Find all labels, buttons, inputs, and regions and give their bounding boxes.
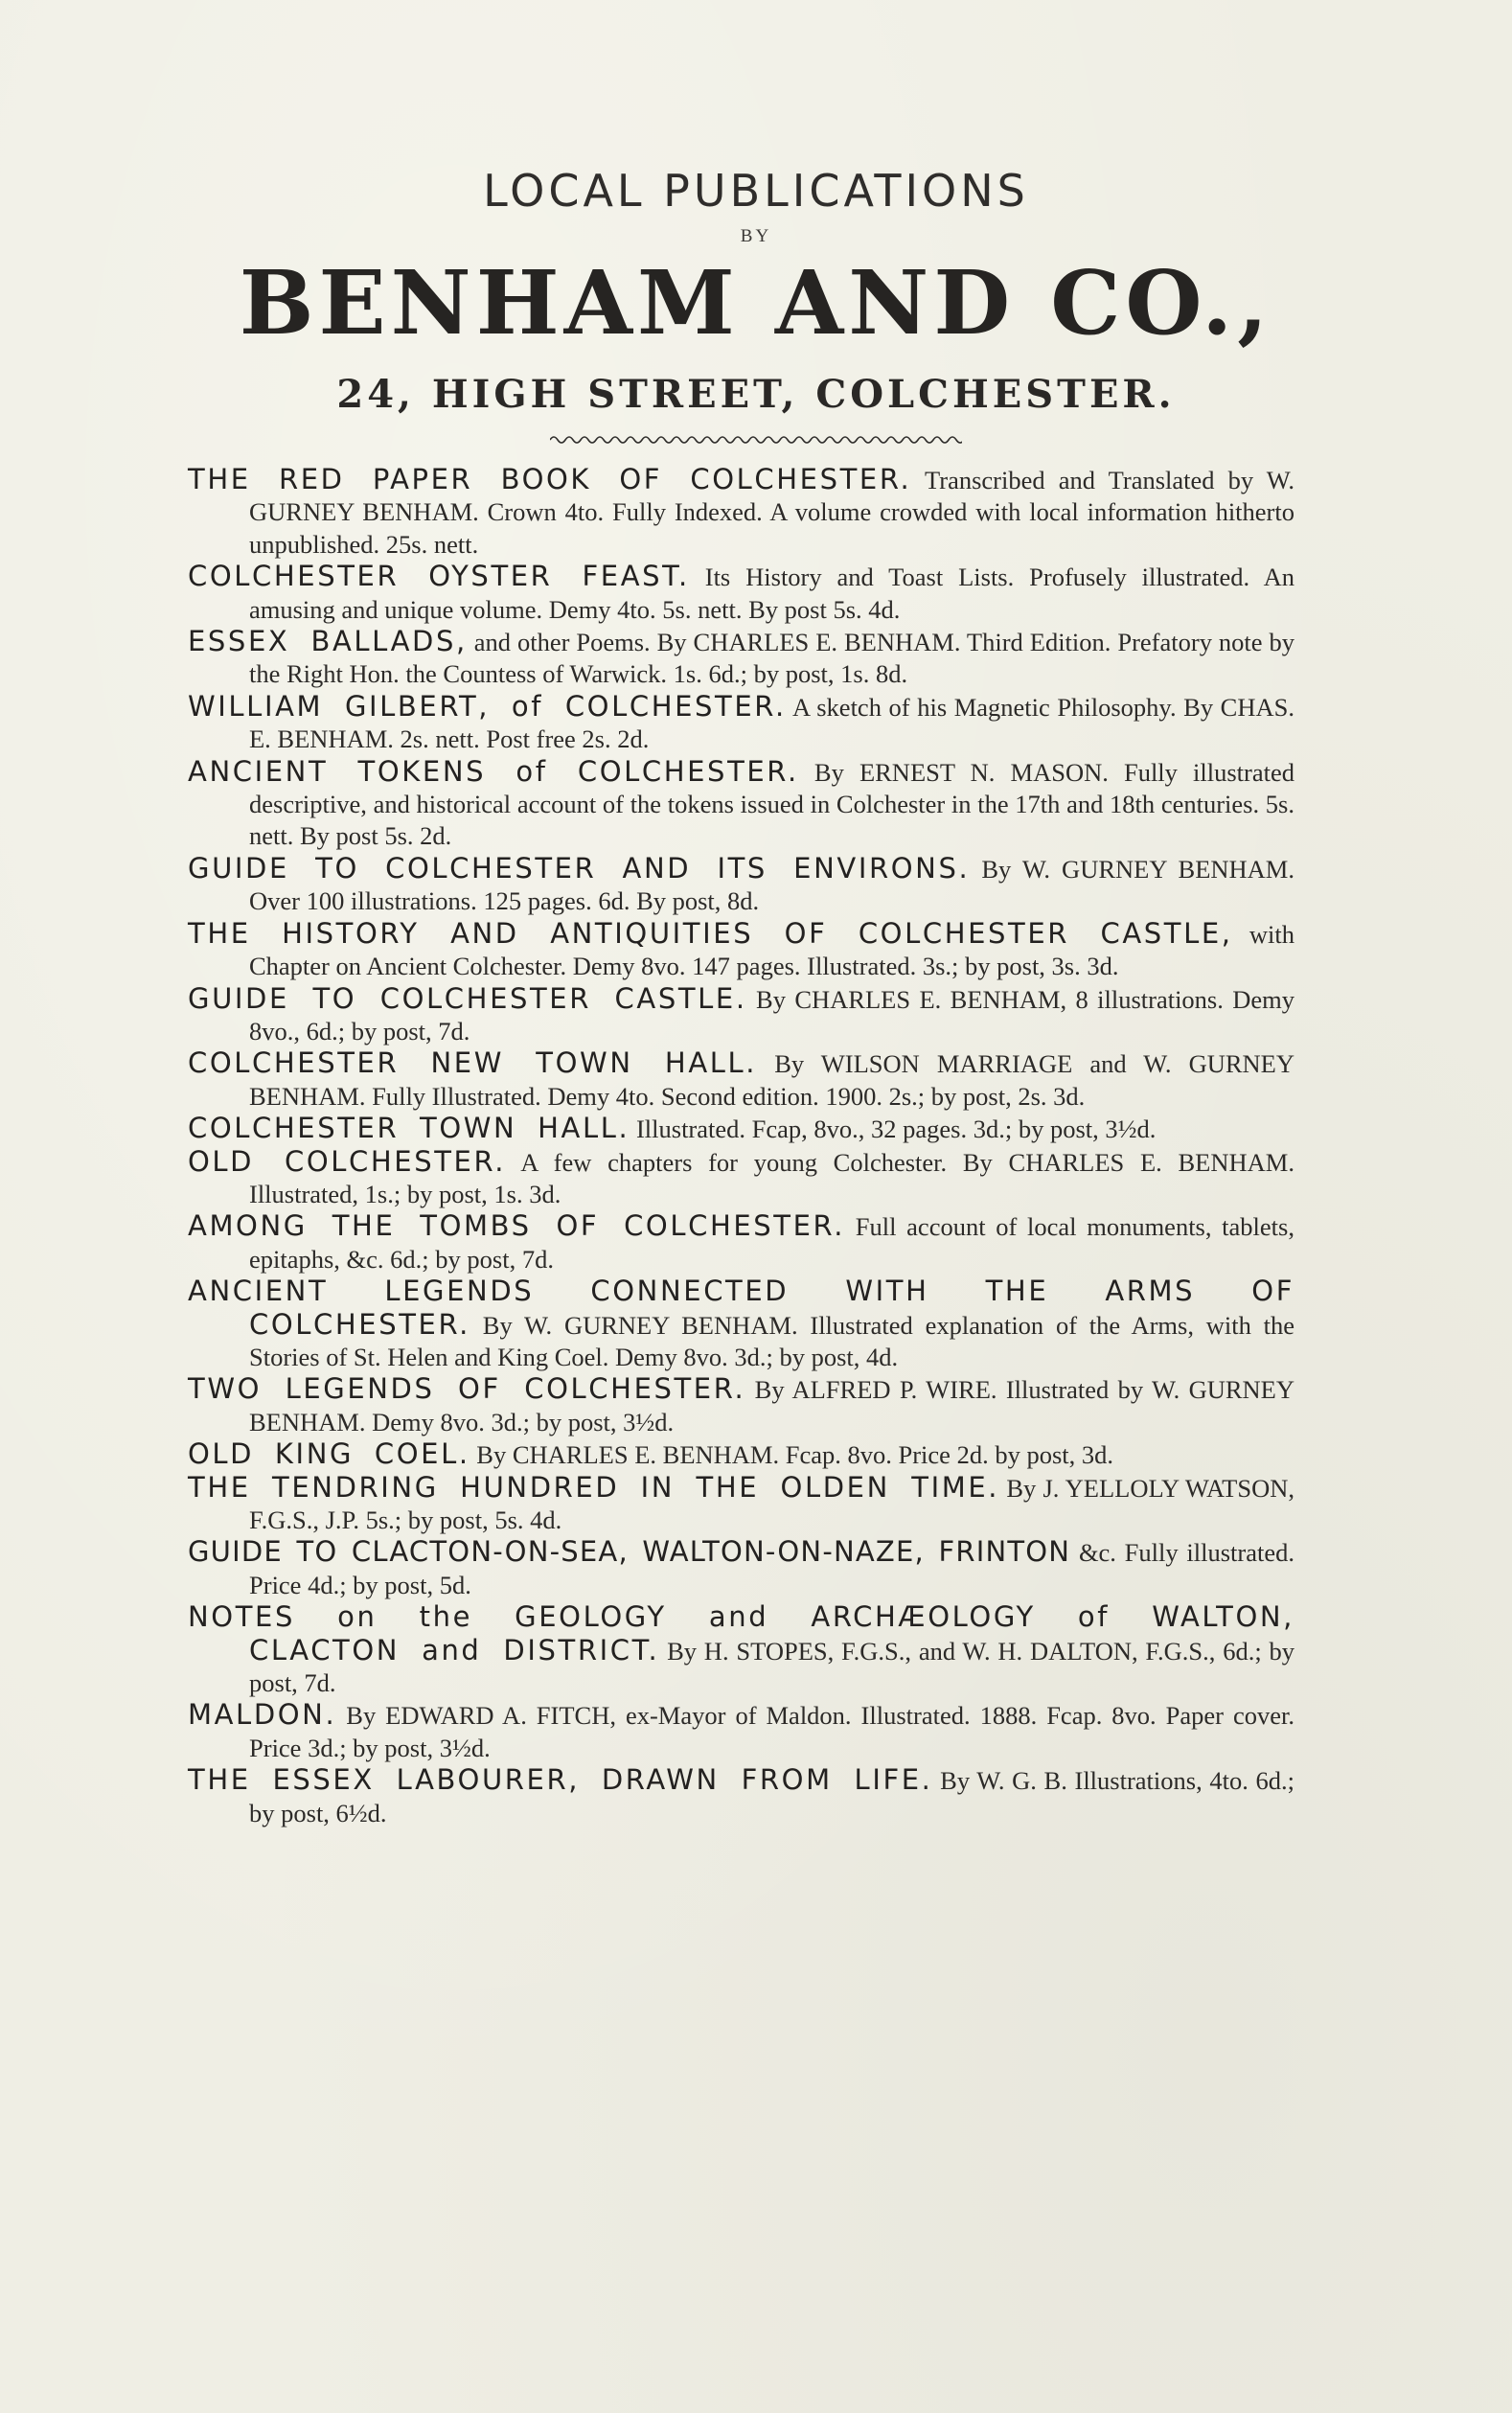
- publication-title: OLD COLCHESTER.: [188, 1144, 507, 1178]
- publication-details: with Chapter on Ancient Colchester. Demy 8vo. 147 pages. Illustrated. 3s.; by post, 3s. 3d.: [249, 919, 1294, 981]
- publication-entry: [188, 853, 1294, 918]
- publication-entry: [188, 1047, 1294, 1113]
- publication-details: A few chapters for young Colchester. By CHARLES E. BENHAM. Illustrated, 1s.; by post, 1s. 3d.: [249, 1147, 1294, 1208]
- publication-title: GUIDE TO CLACTON-ON-SEA, WALTON-ON-NAZE, FRINTON: [188, 1535, 1071, 1569]
- publication-entry: [188, 1601, 1294, 1699]
- publication-title: COLCHESTER OYSTER FEAST.: [188, 560, 690, 593]
- publication-title: MALDON.: [188, 1698, 337, 1732]
- publication-details: By H. STOPES, F.G.S., and W. H. DALTON, F.G.S., 6d.; by post, 7d.: [249, 1636, 1294, 1698]
- publication-title: GUIDE TO COLCHESTER CASTLE.: [188, 981, 747, 1015]
- publication-details: By ERNEST N. MASON. Fully illustrated descriptive, and historical account of the tokens issued in Colchester in the 17th and 18th centuries. 5s. nett. By post 5s. 2d.: [249, 757, 1294, 851]
- publication-details: Full account of local monuments, tablets, epitaphs, &c. 6d.; by post, 7d.: [249, 1212, 1294, 1274]
- publication-list: [188, 464, 1294, 1829]
- publication-details: Its History and Toast Lists. Profusely illustrated. An amusing and unique volume. Demy 4to. 5s. nett. By post 5s. 4d.: [249, 563, 1294, 624]
- publication-title: COLCHESTER TOWN HALL.: [188, 1112, 630, 1145]
- publication-entry: [188, 983, 1294, 1048]
- publication-details: By W. GURNEY BENHAM. Over 100 illustrations. 125 pages. 6d. By post, 8d.: [249, 854, 1294, 916]
- publication-title: THE TENDRING HUNDRED IN THE OLDEN TIME.: [188, 1470, 1000, 1504]
- publication-details: By W. G. B. Illustrations, 4to. 6d.; by post, 6½d.: [249, 1766, 1294, 1827]
- publication-details: By CHARLES E. BENHAM, 8 illustrations. Demy 8vo., 6d.; by post, 7d.: [249, 984, 1294, 1046]
- publication-details: By ALFRED P. WIRE. Illustrated by W. GURNEY BENHAM. Demy 8vo. 3d.; by post, 3½d.: [249, 1375, 1295, 1436]
- publication-entry: [188, 464, 1294, 561]
- publication-title: THE HISTORY AND ANTIQUITIES OF COLCHESTER CASTLE,: [188, 916, 1233, 950]
- publication-details: Transcribed and Translated by W. GURNEY BENHAM. Crown 4to. Fully Indexed. A volume crowded with local information hitherto unpublished. 25s. nett.: [249, 466, 1294, 559]
- publication-title: TWO LEGENDS OF COLCHESTER.: [188, 1372, 746, 1406]
- publication-details: By WILSON MARRIAGE and W. GURNEY BENHAM. Fully Illustrated. Demy 4to. Second edition. 1900. 2s.; by post, 2s. 3d.: [249, 1049, 1294, 1111]
- publication-title: OLD KING COEL.: [188, 1437, 470, 1471]
- publication-entry: [188, 1373, 1294, 1438]
- publication-details: and other Poems. By CHARLES E. BENHAM. Third Edition. Prefatory note by the Right Hon. the Countess of Warwick. 1s. 6d.; by post, 1s. 8d.: [249, 628, 1294, 689]
- publication-entry: [188, 1438, 1294, 1471]
- publication-entry: [188, 1699, 1294, 1764]
- publication-entry: [188, 1536, 1294, 1601]
- publisher-address: 24, HIGH STREET, COLCHESTER.: [336, 372, 1176, 417]
- publication-entry: [188, 561, 1294, 626]
- publication-entry: [188, 1210, 1294, 1275]
- publication-entry: [188, 1764, 1294, 1829]
- heading-local-publications: LOCAL PUBLICATIONS: [483, 165, 1029, 217]
- decorative-wavy-rule: [550, 433, 962, 447]
- publication-title: AMONG THE TOMBS OF COLCHESTER.: [188, 1209, 846, 1243]
- publication-entry: [188, 1275, 1294, 1373]
- publisher-name: BENHAM AND CO.,: [239, 251, 1273, 355]
- publication-details: A sketch of his Magnetic Philosophy. By CHAS. E. BENHAM. 2s. nett. Post free 2s. 2d.: [249, 692, 1294, 754]
- publication-details: By W. GURNEY BENHAM. Illustrated explanation of the Arms, with the Stories of St. Helen and King Coel. Demy 8vo. 3d.; by post, 4d.: [249, 1310, 1294, 1371]
- publication-entry: [188, 1113, 1294, 1145]
- publication-entry: [188, 756, 1294, 853]
- publication-title: COLCHESTER NEW TOWN HALL.: [188, 1046, 758, 1080]
- publication-details: By EDWARD A. FITCH, ex-Mayor of Maldon. Illustrated. 1888. Fcap. 8vo. Paper cover. Price 3d.; by post, 3½d.: [249, 1701, 1294, 1762]
- publication-title: WILLIAM GILBERT, of COLCHESTER.: [188, 689, 787, 723]
- publication-title: THE ESSEX LABOURER, DRAWN FROM LIFE.: [188, 1763, 933, 1797]
- publication-details: By J. YELLOLY WATSON, F.G.S., J.P. 5s.; by post, 5s. 4d.: [249, 1473, 1295, 1534]
- publication-details: Illustrated. Fcap, 8vo., 32 pages. 3d.; by post, 3½d.: [630, 1115, 1157, 1144]
- publication-title: GUIDE TO COLCHESTER AND ITS ENVIRONS.: [188, 851, 971, 885]
- publication-entry: [188, 1472, 1294, 1537]
- publication-title: ESSEX BALLADS,: [188, 625, 468, 658]
- publication-entry: [188, 626, 1294, 691]
- publication-title: THE RED PAPER BOOK OF COLCHESTER.: [188, 463, 912, 495]
- publication-title: ANCIENT TOKENS of COLCHESTER.: [188, 754, 799, 788]
- publication-details: By CHARLES E. BENHAM. Fcap. 8vo. Price 2d. by post, 3d.: [470, 1440, 1113, 1470]
- publication-entry: [188, 918, 1294, 983]
- publication-details: &c. Fully illustrated. Price 4d.; by post, 5d.: [249, 1538, 1294, 1599]
- publication-title: NOTES on the GEOLOGY and ARCHÆOLOGY of WALTON, CLACTON and DISTRICT.: [188, 1600, 1294, 1666]
- publication-title: ANCIENT LEGENDS CONNECTED WITH THE ARMS OF COLCHESTER.: [188, 1275, 1294, 1341]
- heading-by: BY: [740, 226, 772, 246]
- publication-entry: [188, 1146, 1294, 1211]
- publication-entry: [188, 691, 1294, 756]
